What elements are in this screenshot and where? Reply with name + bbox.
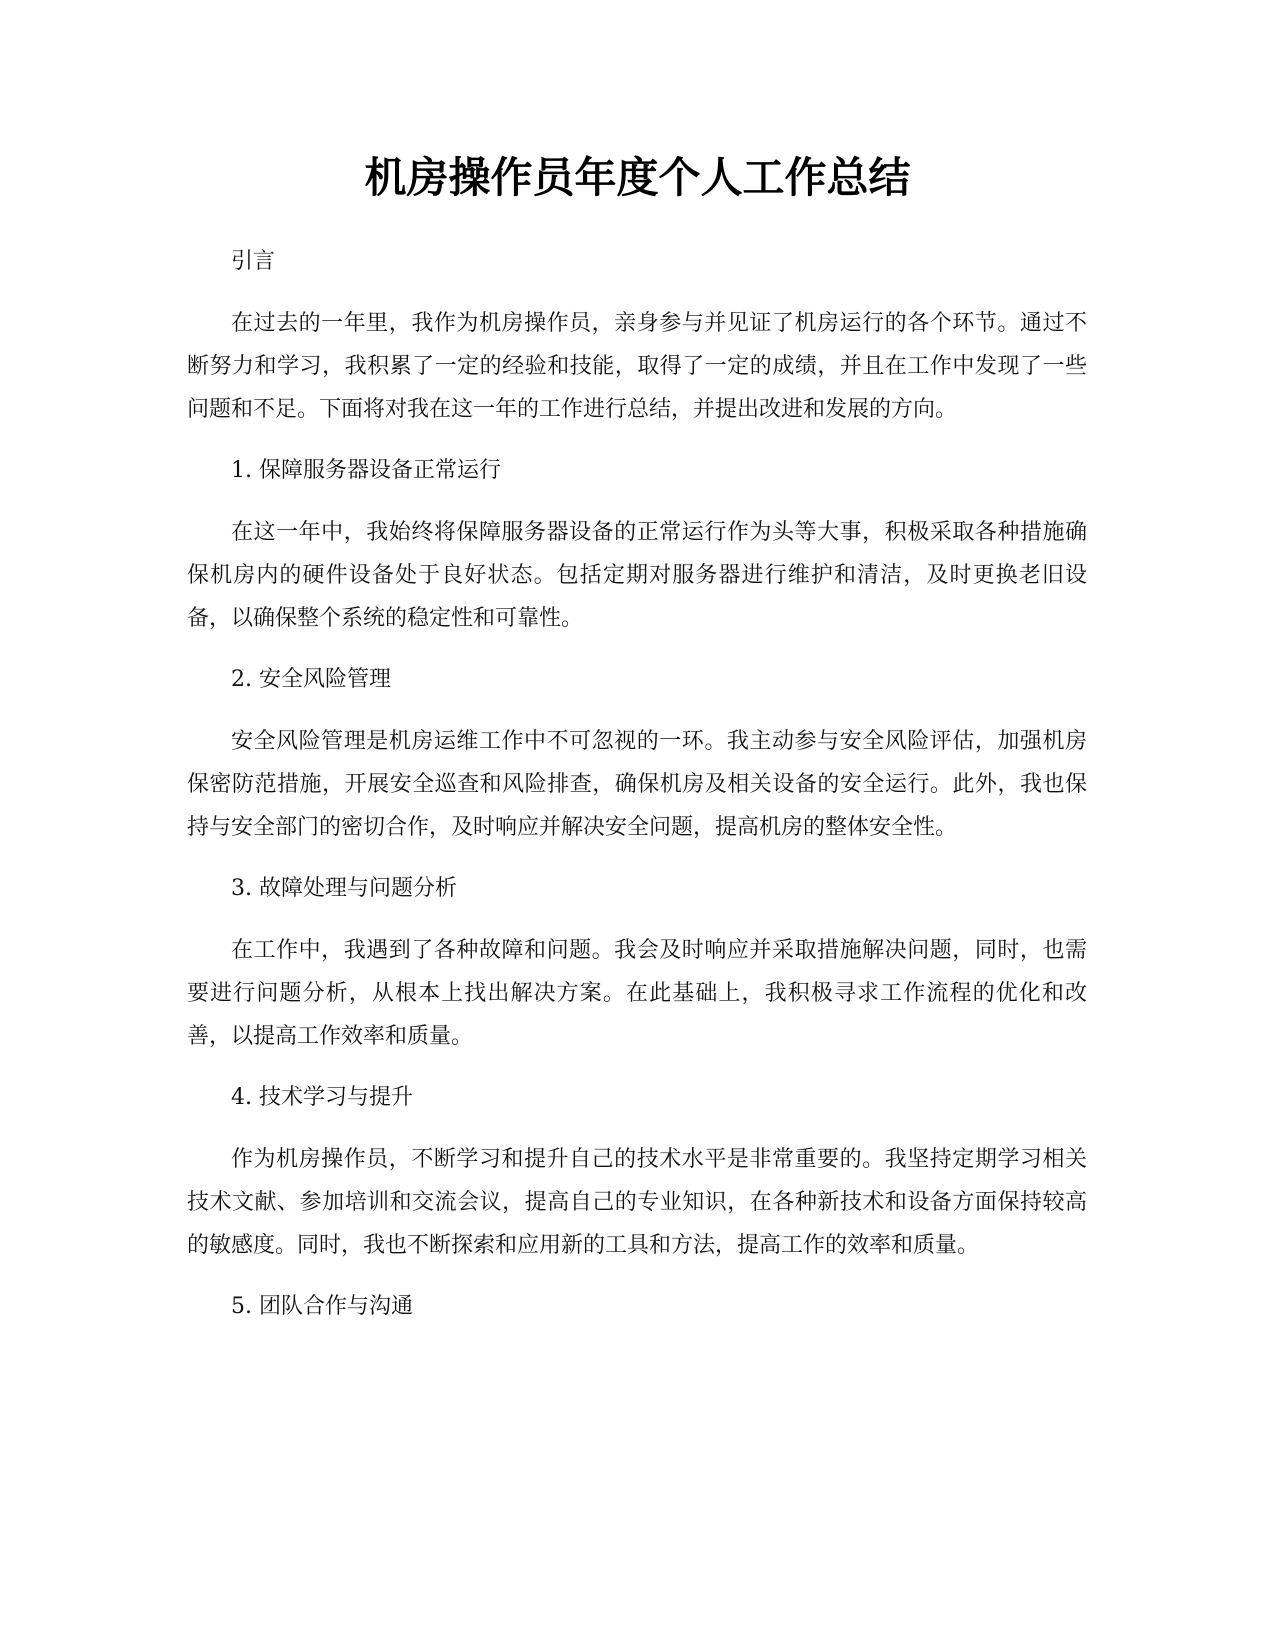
section-1-paragraph: 在这一年中，我始终将保障服务器设备的正常运行作为头等大事，积极采取各种措施确保机房内的硬件设备处于良好状态。包括定期对服务器进行维护和清洁，及时更换老旧设备，以确保整个系统的稳定性和可靠性。 (187, 520, 1087, 631)
intro-paragraph: 在过去的一年里，我作为机房操作员，亲身参与并见证了机房运行的各个环节。通过不断努力和学习，我积累了一定的经验和技能，取得了一定的成绩，并且在工作中发现了一些问题和不足。下面将对我在这一年的工作进行总结，并提出改进和发展的方向。 (187, 311, 1087, 422)
section-2-heading: 2. 安全风险管理 (231, 667, 391, 692)
document-body (187, 240, 1087, 1329)
section-4-paragraph: 作为机房操作员，不断学习和提升自己的技术水平是非常重要的。我坚持定期学习相关技术文献、参加培训和交流会议，提高自己的专业知识，在各种新技术和设备方面保持较高的敏感度。同时，我也不断探索和应用新的工具和方法，提高工作的效率和质量。 (187, 1147, 1087, 1258)
section-3-paragraph: 在工作中，我遇到了各种故障和问题。我会及时响应并采取措施解决问题，同时，也需要进行问题分析，从根本上找出解决方案。在此基础上，我积极寻求工作流程的优化和改善，以提高工作效率和质量。 (187, 938, 1087, 1049)
section-5-heading: 5. 团队合作与沟通 (231, 1294, 413, 1319)
section-4-heading: 4. 技术学习与提升 (231, 1085, 413, 1110)
section-3-heading: 3. 故障处理与问题分析 (231, 876, 457, 901)
intro-heading: 引言 (231, 249, 276, 274)
section-1-heading: 1. 保障服务器设备正常运行 (231, 458, 501, 483)
document-title: 机房操作员年度个人工作总结 (364, 153, 911, 202)
section-2-paragraph: 安全风险管理是机房运维工作中不可忽视的一环。我主动参与安全风险评估，加强机房保密防范措施，开展安全巡查和风险排查，确保机房及相关设备的安全运行。此外，我也保持与安全部门的密切合作，及时响应并解决安全问题，提高机房的整体安全性。 (187, 729, 1087, 840)
